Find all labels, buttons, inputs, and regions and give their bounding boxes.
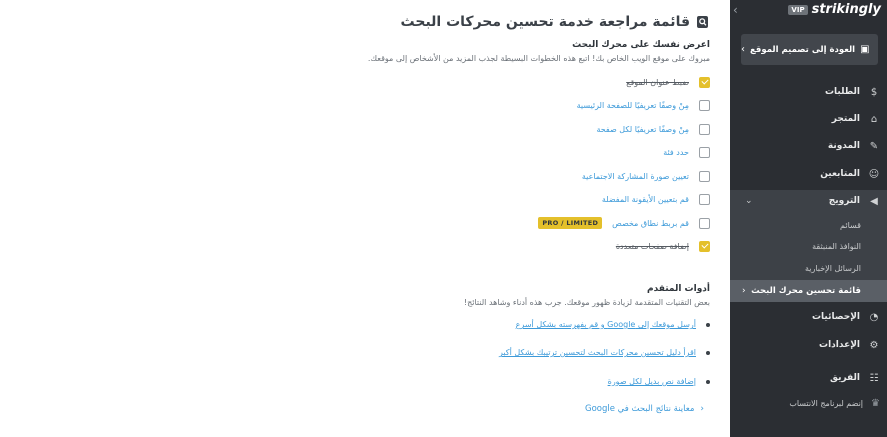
checklist-link[interactable]: قم بتعيين الأيقونة المفضلة bbox=[601, 194, 689, 204]
sidebar-subitem-coupons[interactable]: قسائم bbox=[840, 221, 861, 230]
checkbox-checked[interactable] bbox=[699, 77, 710, 88]
affiliate-label: إنضم لبرنامج الانتساب bbox=[789, 399, 864, 408]
tool-link[interactable]: إضافة نص بديل لكل صورة bbox=[607, 377, 696, 386]
sidebar-item-label: المتجر bbox=[831, 114, 860, 124]
sidebar-item-label: الإعدادات bbox=[819, 340, 860, 350]
search-doc-icon bbox=[696, 15, 710, 29]
sidebar-item-label: الفريق bbox=[829, 373, 860, 383]
chevron-left-icon: ‹ bbox=[700, 404, 704, 414]
chevron-down-icon: ⌄ bbox=[745, 196, 753, 206]
bullet bbox=[706, 323, 710, 327]
pie-chart-icon: ◔ bbox=[869, 311, 879, 323]
checkbox[interactable] bbox=[699, 194, 710, 205]
chevron-right-icon: › bbox=[742, 286, 746, 296]
sidebar-item-store[interactable] bbox=[730, 108, 887, 130]
tool-item bbox=[516, 320, 710, 329]
gear-icon: ⚙ bbox=[869, 339, 879, 351]
team-icon: ☷ bbox=[869, 372, 879, 384]
checklist-label: إضافة صفحات متعددة bbox=[615, 241, 689, 251]
trophy-icon: ♛ bbox=[871, 398, 880, 409]
vip-badge: VIP bbox=[788, 5, 807, 15]
tool-link[interactable]: اقرأ دليل تحسين محركات البحث لتحسين ترتيبك بشكل أكبر bbox=[498, 348, 696, 357]
sidebar-item-team[interactable] bbox=[730, 367, 887, 389]
sidebar-item-blog[interactable] bbox=[730, 135, 887, 157]
sidebar-item-label: المتابعين bbox=[820, 169, 860, 179]
megaphone-icon: ◀ bbox=[870, 195, 878, 207]
sidebar bbox=[730, 0, 887, 437]
pen-icon: ✎ bbox=[869, 140, 879, 152]
sidebar-item-followers[interactable] bbox=[730, 163, 887, 185]
checklist-link[interactable]: حدد فئة bbox=[663, 147, 689, 157]
checkbox[interactable] bbox=[699, 124, 710, 135]
checklist-link[interactable]: تعيين صورة المشاركة الاجتماعية bbox=[581, 171, 689, 181]
checklist-item[interactable] bbox=[616, 238, 710, 254]
brand-name: strikingly bbox=[811, 2, 881, 17]
section-description: مبروك على موقع الويب الخاص بك! اتبع هذه الخطوات البسيطة لجذب المزيد من الأشخاص إلى موقعك. bbox=[367, 54, 710, 63]
affiliate-program-link[interactable] bbox=[789, 398, 880, 409]
tool-item bbox=[608, 377, 710, 386]
sidebar-item-promotion[interactable] bbox=[730, 190, 887, 212]
logo bbox=[788, 2, 881, 17]
checkbox[interactable] bbox=[699, 218, 710, 229]
tool-link[interactable]: أرسل موقعك إلى Google و قم بفهرسته بشكل أسرع bbox=[515, 320, 696, 329]
sidebar-item-label: المدونة bbox=[827, 141, 860, 151]
checklist-item[interactable] bbox=[663, 144, 710, 160]
chevron-right-icon: › bbox=[741, 44, 745, 55]
sidebar-item-label: الطلبات bbox=[824, 87, 860, 97]
sidebar-item-analytics[interactable] bbox=[730, 306, 887, 328]
sidebar-subitem-seo-checklist[interactable] bbox=[730, 280, 887, 302]
users-icon: ☺ bbox=[868, 168, 880, 180]
page-title: قائمة مراجعة خدمة تحسين محركات البحث bbox=[400, 14, 690, 30]
tool-item bbox=[499, 348, 710, 357]
checklist-label: ضبط عنوان الموقع bbox=[626, 77, 689, 87]
checklist-item[interactable] bbox=[538, 215, 710, 231]
page-header bbox=[401, 14, 710, 30]
section-description: بعض التقنيات المتقدمة لزيادة ظهور موقعك. جرب هذه أدناء وشاهد النتائج! bbox=[463, 298, 710, 307]
page-icon: ▣ bbox=[860, 44, 870, 55]
back-to-design-button[interactable] bbox=[741, 34, 878, 65]
bullet bbox=[706, 380, 710, 384]
checklist-item[interactable] bbox=[626, 74, 710, 90]
section-heading: اعرض نفسك على محرك البحث bbox=[572, 40, 710, 50]
pro-limited-badge: PRO / LIMITED bbox=[538, 217, 602, 229]
sidebar-item-label: الترويج bbox=[828, 196, 860, 206]
checkbox[interactable] bbox=[699, 147, 710, 158]
sidebar-item-orders[interactable] bbox=[730, 81, 887, 103]
checklist-item[interactable] bbox=[582, 168, 710, 184]
chevron-left-icon[interactable]: ‹ bbox=[733, 3, 738, 17]
sidebar-subitem-label: قائمة تحسين محرك البحث bbox=[751, 286, 861, 296]
google-preview-label: معاينة نتائج البحث في Google bbox=[584, 404, 695, 414]
sidebar-item-label: الإحصائيات bbox=[812, 312, 860, 322]
store-icon: ⌂ bbox=[870, 113, 878, 125]
bullet bbox=[706, 351, 710, 355]
sidebar-item-settings[interactable] bbox=[730, 334, 887, 356]
checklist-link[interactable]: مِنْ وصفًا تعريفيًا لكل صفحة bbox=[596, 124, 689, 134]
checklist-item[interactable] bbox=[577, 97, 710, 113]
checkbox-checked[interactable] bbox=[699, 241, 710, 252]
checkbox[interactable] bbox=[699, 100, 710, 111]
checkbox[interactable] bbox=[699, 171, 710, 182]
sidebar-subitem-newsletters[interactable]: الرسائل الإخبارية bbox=[804, 264, 861, 273]
checklist-item[interactable] bbox=[596, 121, 710, 137]
checklist-link[interactable]: مِنْ وصفًا تعريفيًا للصفحة الرئيسية bbox=[576, 100, 689, 110]
checklist-link[interactable]: قم بربط نطاق مخصص bbox=[612, 218, 689, 228]
checklist-item[interactable] bbox=[602, 191, 710, 207]
section-heading: أدوات المتقدم bbox=[646, 284, 710, 294]
dollar-circle-icon: $ bbox=[870, 86, 878, 98]
google-preview-link[interactable] bbox=[585, 404, 704, 414]
sidebar-subitem-popups[interactable]: النوافذ المنبثقة bbox=[812, 242, 861, 251]
back-button-label: العودة إلى تصميم الموقع bbox=[750, 44, 856, 55]
